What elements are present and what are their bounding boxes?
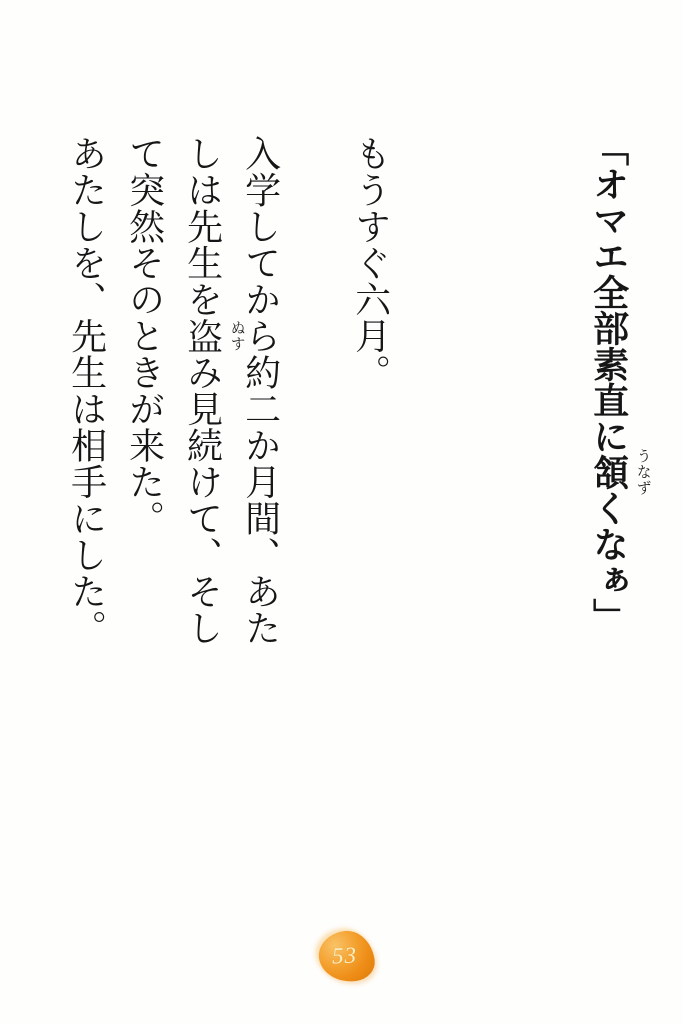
furigana-unazu: うなず <box>634 448 651 496</box>
paragraph-2-line-1-text: 入学してから約二か月間、あた <box>240 135 281 646</box>
heading-text-after: くなぁ」 <box>588 490 629 634</box>
ruby-group-unazuku <box>588 448 651 496</box>
paragraph-2-line-2-before: しは先生を <box>182 135 223 318</box>
paragraph-2-line-4 <box>66 135 106 646</box>
paragraph-1-text: もうすぐ六月。 <box>350 135 391 391</box>
paragraph-2-line-3 <box>124 135 164 537</box>
paragraph-1-line <box>350 135 390 391</box>
ruby-group-nusumi <box>182 317 245 355</box>
page-number-badge <box>316 928 377 985</box>
paragraph-2-line-2-after: み見続けて、そし <box>182 354 223 646</box>
paragraph-2-line-3-text: て突然そのときが来た。 <box>124 135 165 537</box>
heading-text-before: 「オマエ全部素直に <box>588 130 629 454</box>
heading-line <box>588 130 651 634</box>
paragraph-2-line-4-text: あたしを、先生は相手にした。 <box>66 135 107 646</box>
page-number: 53 <box>331 942 358 968</box>
ruby-base-kanji: 頷 <box>588 454 629 490</box>
paragraph-2-line-1 <box>240 135 280 646</box>
furigana-nusu: ぬす <box>228 319 245 352</box>
paragraph-2-line-2 <box>182 135 245 646</box>
ruby-base-kanji: 盗 <box>182 317 223 354</box>
